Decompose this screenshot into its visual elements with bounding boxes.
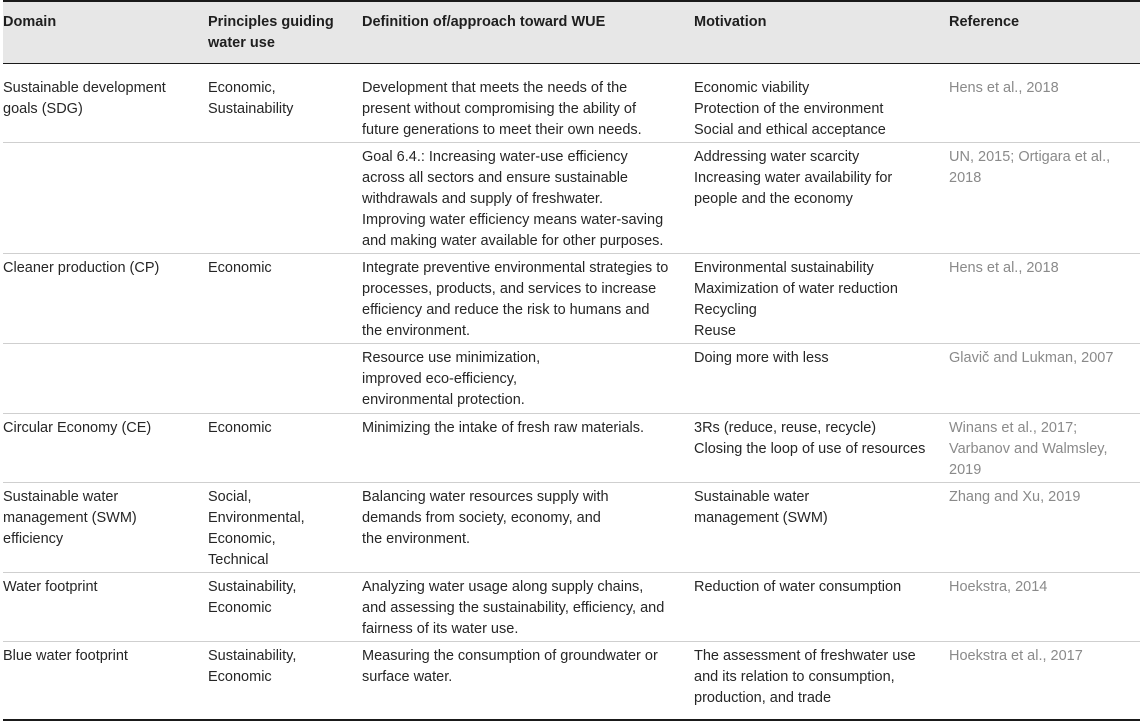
cell-principles [208,258,272,279]
table-bottom-rule [3,719,1140,721]
cell-line: Hens et al., 2018 [949,260,1059,276]
cell-line: Technical [208,552,269,568]
cell-line: Economic [208,600,272,616]
cell-line: Improving water efficiency means water-saving [362,212,664,228]
cell-reference [949,258,1059,279]
cell-domain [3,646,128,667]
header-motivation: Motivation [694,14,767,30]
cell-domain [3,487,137,550]
cell-line: Minimizing the intake of fresh raw materials. [362,420,645,436]
cell-line: Water footprint [3,579,98,595]
cell-principles [208,646,296,688]
cell-line: Doing more with less [694,350,829,366]
header-reference: Reference [949,14,1020,30]
cell-line: Analyzing water usage along supply chains, [362,579,644,595]
cell-reference [949,418,1108,481]
cell-line: Recycling [694,302,757,318]
cell-line: processes, products, and services to increase [362,281,657,297]
cell-line: efficiency [3,531,64,547]
cell-line: Protection of the environment [694,101,884,117]
cell-line: 3Rs (reduce, reuse, recycle) [694,420,877,436]
cell-line: environmental protection. [362,392,525,408]
cell-line: goals (SDG) [3,101,83,117]
cell-motivation [694,147,892,210]
cell-line: Zhang and Xu, 2019 [949,489,1081,505]
cell-domain [3,78,166,120]
cell-line: Maximization of water reduction [694,281,898,297]
cell-line: Development that meets the needs of the [362,80,628,96]
cell-line: Sustainable water [3,489,119,505]
row-separator [3,572,1140,573]
cell-line: Sustainability [208,101,294,117]
cell-line: Resource use minimization, [362,350,541,366]
cell-line: surface water. [362,669,453,685]
cell-line: Varbanov and Walmsley, [949,441,1108,457]
row-separator [3,253,1140,254]
row-separator [3,343,1140,344]
cell-reference [949,78,1059,99]
cell-motivation [694,577,901,598]
cell-line: 2018 [949,170,982,186]
cell-definition [362,487,609,550]
cell-line: UN, 2015; Ortigara et al., [949,149,1111,165]
table-header [3,2,1140,63]
header-definition: Definition of/approach toward WUE [362,14,606,30]
cell-line: Reuse [694,323,736,339]
row-separator [3,641,1140,642]
cell-line: Economic viability [694,80,810,96]
cell-domain [3,577,98,598]
cell-line: Sustainable development [3,80,166,96]
cell-definition [362,147,663,252]
cell-reference [949,487,1080,508]
cell-motivation [694,418,925,460]
cell-line: Measuring the consumption of groundwater or [362,648,658,664]
cell-line: Environmental sustainability [694,260,874,276]
cell-line: Addressing water scarcity [694,149,860,165]
table-header-rule [3,63,1140,64]
cell-line: withdrawals and supply of freshwater. [362,191,603,207]
cell-line: Economic [208,420,272,436]
cell-line: management (SWM) [694,510,828,526]
cell-line: management (SWM) [3,510,137,526]
cell-motivation [694,78,886,141]
cell-line: the environment. [362,323,471,339]
row-separator [3,142,1140,143]
cell-definition [362,258,668,342]
cell-definition [362,348,540,411]
cell-principles [208,577,296,619]
cell-reference [949,147,1110,189]
cell-line: demands from society, economy, and [362,510,601,526]
cell-line: Circular Economy (CE) [3,420,152,436]
cell-definition [362,78,642,141]
header-principles: Principles guiding water use [208,14,334,51]
cell-line: Social, [208,489,252,505]
cell-line: and assessing the sustainability, efficiency, and [362,600,665,616]
cell-line: people and the economy [694,191,853,207]
cell-line: Sustainability, [208,648,297,664]
header-domain: Domain [3,14,57,30]
cell-line: Integrate preventive environmental strategies to [362,260,669,276]
cell-reference [949,646,1083,667]
cell-reference [949,348,1113,369]
cell-line: across all sectors and ensure sustainable [362,170,628,186]
cell-motivation [694,348,829,369]
cell-line: Increasing water availability for [694,170,893,186]
cell-line: Sustainability, [208,579,297,595]
cell-line: Closing the loop of use of resources [694,441,926,457]
cell-line: Economic [208,260,272,276]
cell-motivation [694,646,916,709]
row-separator [3,482,1140,483]
cell-line: Sustainable water [694,489,810,505]
cell-line: Economic, [208,80,276,96]
cell-line: Reduction of water consumption [694,579,902,595]
cell-line: efficiency and reduce the risk to humans and [362,302,650,318]
cell-line: Winans et al., 2017; [949,420,1078,436]
cell-line: and making water available for other purposes. [362,233,664,249]
cell-line: Hens et al., 2018 [949,80,1059,96]
cell-line: fairness of its water use. [362,621,519,637]
cell-line: Balancing water resources supply with [362,489,609,505]
cell-definition [362,646,658,688]
cell-line: Economic [208,669,272,685]
cell-line: Environmental, [208,510,305,526]
cell-line: Hoekstra, 2014 [949,579,1048,595]
cell-reference [949,577,1047,598]
cell-principles [208,487,305,571]
cell-line: Goal 6.4.: Increasing water-use efficiency [362,149,628,165]
cell-line: 2019 [949,462,982,478]
cell-line: Economic, [208,531,276,547]
row-separator [3,413,1140,414]
cell-line: The assessment of freshwater use [694,648,916,664]
cell-line: improved eco-efficiency, [362,371,518,387]
cell-line: Social and ethical acceptance [694,122,886,138]
cell-line: Blue water footprint [3,648,128,664]
cell-line: Cleaner production (CP) [3,260,160,276]
cell-definition [362,577,664,640]
cell-line: Hoekstra et al., 2017 [949,648,1083,664]
cell-principles [208,78,293,120]
cell-line: and its relation to consumption, [694,669,895,685]
cell-line: future generations to meet their own needs. [362,122,642,138]
cell-domain [3,258,159,279]
cell-line: the environment. [362,531,471,547]
cell-definition [362,418,644,439]
cell-line: Glavič and Lukman, 2007 [949,350,1114,366]
cell-motivation [694,487,828,529]
cell-principles [208,418,272,439]
cell-line: present without compromising the ability of [362,101,637,117]
cell-line: production, and trade [694,690,832,706]
cell-domain [3,418,151,439]
cell-motivation [694,258,898,342]
